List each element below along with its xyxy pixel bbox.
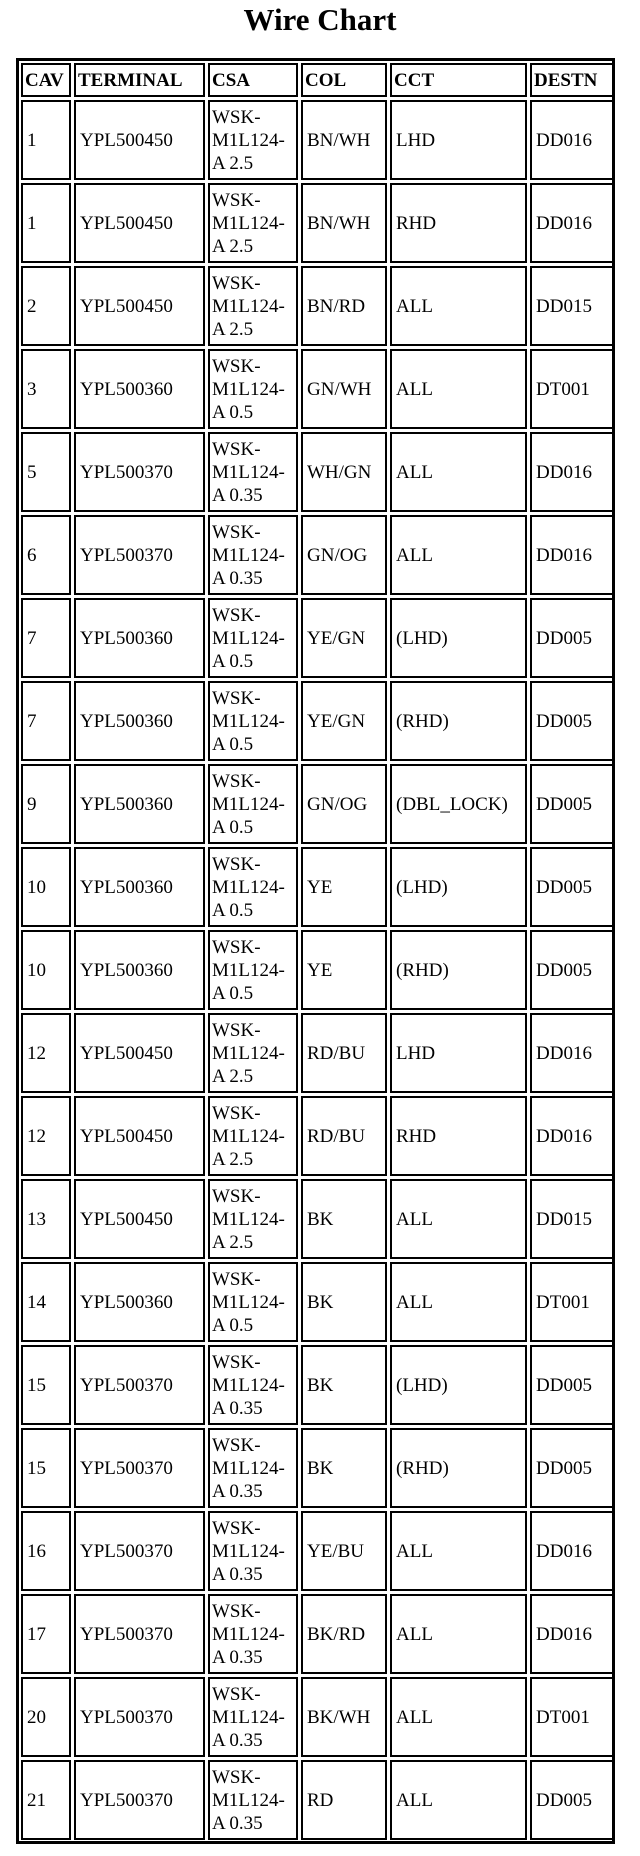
- cell-destn: DD015: [530, 1179, 614, 1259]
- cell-csa: WSK- M1L124- A 2.5: [208, 266, 298, 346]
- cell-terminal: YPL500370: [74, 432, 205, 512]
- cell-cct: ALL: [390, 432, 527, 512]
- cell-cav: 7: [21, 598, 71, 678]
- cell-terminal: YPL500360: [74, 598, 205, 678]
- cell-col: RD/BU: [301, 1013, 387, 1093]
- cell-cct: (RHD): [390, 930, 527, 1010]
- cell-terminal: YPL500450: [74, 183, 205, 263]
- cell-cav: 7: [21, 681, 71, 761]
- cell-cct: (LHD): [390, 847, 527, 927]
- cell-csa: WSK- M1L124- A 0.5: [208, 847, 298, 927]
- cell-destn: DD005: [530, 847, 614, 927]
- cell-cct: (DBL_LOCK): [390, 764, 527, 844]
- cell-cav: 3: [21, 349, 71, 429]
- table-row: [21, 515, 614, 595]
- cell-csa: WSK- M1L124- A 0.35: [208, 515, 298, 595]
- cell-terminal: YPL500360: [74, 764, 205, 844]
- cell-cav: 10: [21, 847, 71, 927]
- cell-terminal: YPL500360: [74, 1262, 205, 1342]
- cell-terminal: YPL500450: [74, 1179, 205, 1259]
- cell-destn: DT001: [530, 1262, 614, 1342]
- table-row: [21, 1013, 614, 1093]
- cell-cct: RHD: [390, 1096, 527, 1176]
- cell-destn: DD016: [530, 1594, 614, 1674]
- cell-cav: 12: [21, 1013, 71, 1093]
- cell-cav: 16: [21, 1511, 71, 1591]
- header-destn: DESTN: [530, 63, 614, 97]
- cell-destn: DD016: [530, 100, 614, 180]
- cell-destn: DD016: [530, 1013, 614, 1093]
- cell-destn: DD016: [530, 183, 614, 263]
- cell-destn: DD016: [530, 432, 614, 512]
- cell-terminal: YPL500360: [74, 930, 205, 1010]
- cell-terminal: YPL500370: [74, 1760, 205, 1840]
- cell-terminal: YPL500370: [74, 1677, 205, 1757]
- cell-col: RD: [301, 1760, 387, 1840]
- cell-terminal: YPL500450: [74, 1096, 205, 1176]
- cell-csa: WSK- M1L124- A 0.35: [208, 1594, 298, 1674]
- table-row: [21, 930, 614, 1010]
- cell-col: BK/WH: [301, 1677, 387, 1757]
- cell-cct: ALL: [390, 515, 527, 595]
- cell-cct: ALL: [390, 349, 527, 429]
- cell-csa: WSK- M1L124- A 2.5: [208, 1096, 298, 1176]
- cell-terminal: YPL500450: [74, 266, 205, 346]
- cell-col: BN/WH: [301, 183, 387, 263]
- cell-cav: 5: [21, 432, 71, 512]
- cell-cct: LHD: [390, 100, 527, 180]
- cell-cav: 15: [21, 1345, 71, 1425]
- cell-csa: WSK- M1L124- A 0.5: [208, 681, 298, 761]
- cell-csa: WSK- M1L124- A 0.5: [208, 349, 298, 429]
- cell-csa: WSK- M1L124- A 0.5: [208, 1262, 298, 1342]
- cell-col: YE: [301, 847, 387, 927]
- cell-cct: (RHD): [390, 681, 527, 761]
- cell-col: BK: [301, 1262, 387, 1342]
- cell-col: BK/RD: [301, 1594, 387, 1674]
- cell-csa: WSK- M1L124- A 0.5: [208, 598, 298, 678]
- cell-cct: ALL: [390, 266, 527, 346]
- table-row: [21, 349, 614, 429]
- cell-cav: 6: [21, 515, 71, 595]
- cell-terminal: YPL500450: [74, 100, 205, 180]
- header-cct: CCT: [390, 63, 527, 97]
- cell-destn: DD016: [530, 1096, 614, 1176]
- cell-cav: 10: [21, 930, 71, 1010]
- cell-col: BK: [301, 1345, 387, 1425]
- table-row: [21, 100, 614, 180]
- table-row: [21, 681, 614, 761]
- table-row: [21, 847, 614, 927]
- cell-destn: DD005: [530, 1760, 614, 1840]
- cell-col: YE/GN: [301, 681, 387, 761]
- cell-destn: DT001: [530, 1677, 614, 1757]
- table-header-row: [21, 63, 614, 97]
- cell-cav: 12: [21, 1096, 71, 1176]
- table-row: [21, 1179, 614, 1259]
- cell-col: GN/WH: [301, 349, 387, 429]
- header-cav: CAV: [21, 63, 71, 97]
- header-col: COL: [301, 63, 387, 97]
- cell-destn: DD016: [530, 1511, 614, 1591]
- wire-chart-table-frame: [16, 58, 615, 1844]
- cell-cct: (RHD): [390, 1428, 527, 1508]
- table-row: [21, 266, 614, 346]
- cell-terminal: YPL500360: [74, 349, 205, 429]
- cell-col: BK: [301, 1179, 387, 1259]
- cell-col: YE/BU: [301, 1511, 387, 1591]
- cell-cav: 2: [21, 266, 71, 346]
- cell-terminal: YPL500370: [74, 1345, 205, 1425]
- cell-cav: 9: [21, 764, 71, 844]
- table-row: [21, 1345, 614, 1425]
- cell-cct: ALL: [390, 1677, 527, 1757]
- cell-csa: WSK- M1L124- A 0.5: [208, 764, 298, 844]
- cell-destn: DD015: [530, 266, 614, 346]
- table-row: [21, 432, 614, 512]
- cell-destn: DD005: [530, 930, 614, 1010]
- header-terminal: TERMINAL: [74, 63, 205, 97]
- cell-csa: WSK- M1L124- A 0.35: [208, 1511, 298, 1591]
- cell-terminal: YPL500370: [74, 1511, 205, 1591]
- cell-cav: 21: [21, 1760, 71, 1840]
- cell-cct: ALL: [390, 1594, 527, 1674]
- cell-terminal: YPL500370: [74, 1594, 205, 1674]
- cell-cct: ALL: [390, 1760, 527, 1840]
- cell-csa: WSK- M1L124- A 0.35: [208, 432, 298, 512]
- table-row: [21, 598, 614, 678]
- table-row: [21, 1594, 614, 1674]
- cell-csa: WSK- M1L124- A 2.5: [208, 100, 298, 180]
- cell-destn: DD005: [530, 681, 614, 761]
- cell-cav: 13: [21, 1179, 71, 1259]
- cell-cct: (LHD): [390, 1345, 527, 1425]
- table-row: [21, 1511, 614, 1591]
- cell-terminal: YPL500370: [74, 1428, 205, 1508]
- table-row: [21, 1760, 614, 1840]
- cell-col: GN/OG: [301, 515, 387, 595]
- header-csa: CSA: [208, 63, 298, 97]
- table-row: [21, 1677, 614, 1757]
- table-row: [21, 764, 614, 844]
- cell-destn: DD016: [530, 515, 614, 595]
- cell-terminal: YPL500360: [74, 847, 205, 927]
- cell-terminal: YPL500450: [74, 1013, 205, 1093]
- cell-cct: ALL: [390, 1511, 527, 1591]
- cell-col: RD/BU: [301, 1096, 387, 1176]
- cell-destn: DD005: [530, 1428, 614, 1508]
- cell-destn: DT001: [530, 349, 614, 429]
- cell-cct: (LHD): [390, 598, 527, 678]
- cell-destn: DD005: [530, 598, 614, 678]
- cell-terminal: YPL500370: [74, 515, 205, 595]
- cell-cav: 20: [21, 1677, 71, 1757]
- cell-col: BN/WH: [301, 100, 387, 180]
- table-row: [21, 1262, 614, 1342]
- cell-col: GN/OG: [301, 764, 387, 844]
- cell-csa: WSK- M1L124- A 0.35: [208, 1428, 298, 1508]
- cell-col: BN/RD: [301, 266, 387, 346]
- cell-col: YE/GN: [301, 598, 387, 678]
- cell-cct: LHD: [390, 1013, 527, 1093]
- cell-cav: 1: [21, 183, 71, 263]
- cell-cav: 14: [21, 1262, 71, 1342]
- table-row: [21, 1428, 614, 1508]
- table-row: [21, 183, 614, 263]
- cell-csa: WSK- M1L124- A 2.5: [208, 1179, 298, 1259]
- cell-csa: WSK- M1L124- A 0.35: [208, 1760, 298, 1840]
- cell-destn: DD005: [530, 1345, 614, 1425]
- page-title: Wire Chart: [243, 2, 397, 37]
- cell-cav: 1: [21, 100, 71, 180]
- cell-col: BK: [301, 1428, 387, 1508]
- cell-cct: ALL: [390, 1179, 527, 1259]
- cell-csa: WSK- M1L124- A 0.35: [208, 1345, 298, 1425]
- cell-csa: WSK- M1L124- A 2.5: [208, 1013, 298, 1093]
- cell-csa: WSK- M1L124- A 2.5: [208, 183, 298, 263]
- cell-col: WH/GN: [301, 432, 387, 512]
- cell-cct: RHD: [390, 183, 527, 263]
- table-row: [21, 1096, 614, 1176]
- cell-csa: WSK- M1L124- A 0.5: [208, 930, 298, 1010]
- cell-destn: DD005: [530, 764, 614, 844]
- cell-cav: 17: [21, 1594, 71, 1674]
- cell-cct: ALL: [390, 1262, 527, 1342]
- cell-col: YE: [301, 930, 387, 1010]
- wire-chart-table: [18, 60, 617, 1843]
- cell-cav: 15: [21, 1428, 71, 1508]
- cell-terminal: YPL500360: [74, 681, 205, 761]
- cell-csa: WSK- M1L124- A 0.35: [208, 1677, 298, 1757]
